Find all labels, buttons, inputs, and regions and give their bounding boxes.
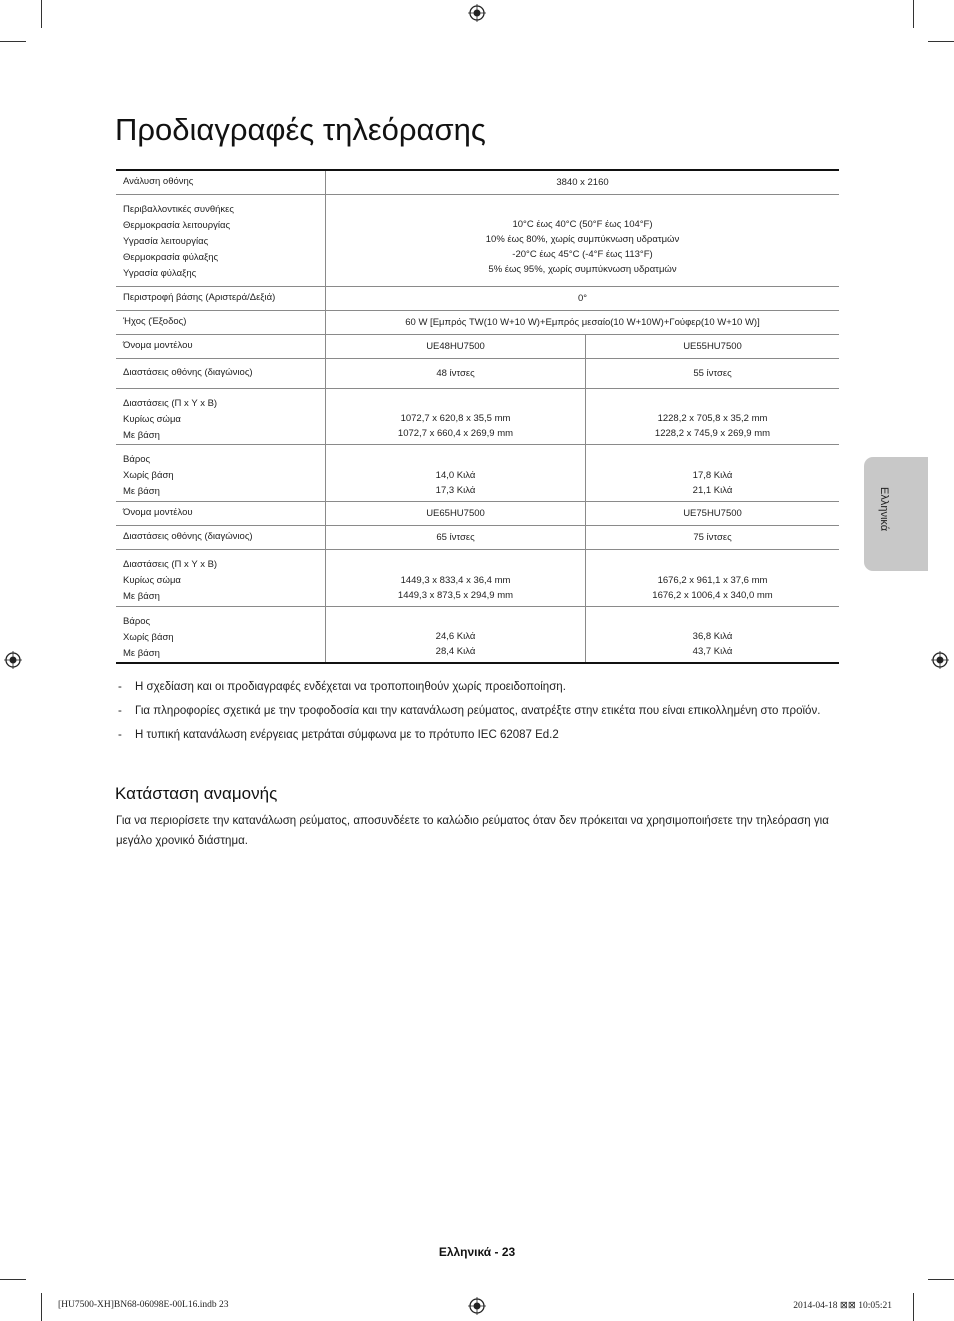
spec-value-line: 14,0 Κιλά [435,469,476,481]
crop-mark [41,0,42,28]
registration-mark-icon [468,1297,486,1315]
spec-value [586,549,840,606]
spec-value-line: 5% έως 95%, χωρίς συμπύκνωση υδρατμών [488,264,677,275]
spec-value-line: 10% έως 80%, χωρίς συμπύκνωση υδρατμών [485,234,680,245]
spec-label-line: Θερμοκρασία λειτουργίας [123,219,231,231]
spec-label-line: Διαστάσεις (Π x Υ x Β) [123,558,218,570]
table-row [116,501,839,525]
spec-value [326,549,586,606]
spec-label-line: Με βάση [123,590,160,602]
spec-value-line: 21,1 Κιλά [692,484,733,496]
model-name: UE55HU7500 [586,334,840,358]
page-title: Προδιαγραφές τηλεόρασης [115,112,486,147]
table-row [116,334,839,358]
spec-value-line: 43,7 Κιλά [692,645,733,657]
table-row [116,606,839,663]
crop-mark [913,1293,914,1321]
table-row [116,444,839,501]
spec-value-line: 17,8 Κιλά [692,469,733,481]
note-item [116,702,841,721]
language-side-tab-label: Ελληνικά [878,487,890,532]
registration-mark-icon [931,651,949,669]
spec-value [586,606,840,663]
crop-mark [928,41,954,42]
note-text: Η τυπική κατανάλωση ενέργειας μετράται σύμφωνα με το πρότυπο IEC 62087 Ed.2 [135,729,559,741]
spec-label-line: Κυρίως σώμα [123,413,181,425]
spec-value [326,194,840,286]
footer-timestamp: 2014-04-18 ⊠⊠ 10:05:21 [793,1301,892,1311]
spec-value [326,388,586,444]
spec-value-line: 1072,7 x 620,8 x 35,5 mm [400,412,511,424]
spec-label: Ανάλυση οθόνης [116,170,326,194]
crop-mark [0,41,26,42]
spec-value [586,388,840,444]
spec-label-line: Με βάση [123,485,160,497]
spec-label-line: Περιβαλλοντικές συνθήκες [123,203,234,215]
spec-label [116,194,326,286]
spec-label-line: Βάρος [123,453,151,465]
spec-value-line: 10°C έως 40°C (50°F έως 104°F) [512,219,653,230]
table-row [116,549,839,606]
model-name: UE48HU7500 [326,334,586,358]
spec-label: Όνομα μοντέλου [116,334,326,358]
spec-value: 0° [326,286,840,310]
note-text: Η σχεδίαση και οι προδιαγραφές ενδέχεται να τροποποιηθούν χωρίς προειδοποίηση. [135,681,566,693]
spec-table [116,169,839,664]
note-item [116,726,841,745]
spec-label-line: Με βάση [123,429,160,441]
notes-list [116,678,841,750]
registration-mark-icon [4,651,22,669]
spec-value-line: 1676,2 x 1006,4 x 340,0 mm [652,589,773,601]
spec-value-line: 17,3 Κιλά [435,484,476,496]
crop-mark [913,0,914,28]
page-number: Ελληνικά - 23 [438,1245,516,1259]
table-row [116,170,839,194]
spec-value-line: 1072,7 x 660,4 x 269,9 mm [397,427,514,439]
footer-file-info: [HU7500-XH]BN68-06098E-00L16.indb 23 [58,1300,229,1310]
spec-label [116,444,326,501]
language-side-tab [864,457,928,571]
spec-label: Διαστάσεις οθόνης (διαγώνιος) [116,525,326,549]
spec-value: 60 W [Εμπρός TW(10 W+10 W)+Εμπρός μεσαίο(10 W+10W)+Γούφερ(10 W+10 W)] [326,310,840,334]
table-row [116,286,839,310]
spec-value [326,606,586,663]
spec-value-line: 1449,3 x 833,4 x 36,4 mm [400,574,511,586]
spec-value [326,444,586,501]
crop-mark [928,1279,954,1280]
spec-label-line: Διαστάσεις (Π x Υ x Β) [123,397,218,409]
spec-value: 55 ίντσες [586,358,840,388]
spec-value: 65 ίντσες [326,525,586,549]
note-item [116,678,841,697]
note-dash: - [118,681,122,693]
spec-value-line: 1228,2 x 705,8 x 35,2 mm [657,412,768,424]
spec-value-line: 1676,2 x 961,1 x 37,6 mm [657,574,768,586]
spec-label: Ήχος (Έξοδος) [116,310,326,334]
model-name: UE75HU7500 [586,501,840,525]
spec-label: Περιστροφή βάσης (Αριστερά/Δεξιά) [116,286,326,310]
crop-mark [41,1293,42,1321]
table-row [116,388,839,444]
spec-label [116,549,326,606]
spec-value: 75 ίντσες [586,525,840,549]
table-row [116,525,839,549]
spec-value-line: 1228,2 x 745,9 x 269,9 mm [654,427,771,439]
spec-label [116,606,326,663]
spec-label: Όνομα μοντέλου [116,501,326,525]
table-row [116,194,839,286]
spec-label-line: Με βάση [123,647,160,659]
spec-value [586,444,840,501]
spec-value-line: 24,6 Κιλά [435,630,476,642]
spec-label-line: Υγρασία λειτουργίας [123,235,209,247]
crop-mark [0,1279,26,1280]
spec-value-line: 36,8 Κιλά [692,630,733,642]
spec-label: Διαστάσεις οθόνης (διαγώνιος) [116,358,326,388]
spec-label-line: Βάρος [123,615,151,627]
spec-label [116,388,326,444]
spec-value-line: 28,4 Κιλά [435,645,476,657]
spec-label-line: Χωρίς βάση [123,631,174,643]
table-row [116,310,839,334]
model-name: UE65HU7500 [326,501,586,525]
spec-label-line: Θερμοκρασία φύλαξης [123,251,219,263]
note-dash: - [118,729,122,741]
note-text: Για πληροφορίες σχετικά με την τροφοδοσία και την κατανάλωση ρεύματος, ανατρέξτε στην ετικέτα που είναι επικολλημένη στο προϊόν. [135,705,821,717]
spec-value: 3840 x 2160 [326,170,840,194]
spec-value-line: -20°C έως 45°C (-4°F έως 113°F) [512,249,653,260]
spec-label-line: Κυρίως σώμα [123,574,181,586]
standby-text: Για να περιορίσετε την κατανάλωση ρεύματος, αποσυνδέετε το καλώδιο ρεύματος όταν δεν πρόκειται να χρησιμοποιήσετε την τηλεόραση για μεγάλο χρονικό διάστημα. [116,815,829,847]
standby-heading: Κατάσταση αναμονής [115,784,278,803]
table-row [116,358,839,388]
registration-mark-icon [468,4,486,22]
spec-label-line: Υγρασία φύλαξης [123,267,197,279]
spec-label-line: Χωρίς βάση [123,469,174,481]
note-dash: - [118,705,122,717]
spec-value-line: 1449,3 x 873,5 x 294,9 mm [397,589,514,601]
spec-value: 48 ίντσες [326,358,586,388]
